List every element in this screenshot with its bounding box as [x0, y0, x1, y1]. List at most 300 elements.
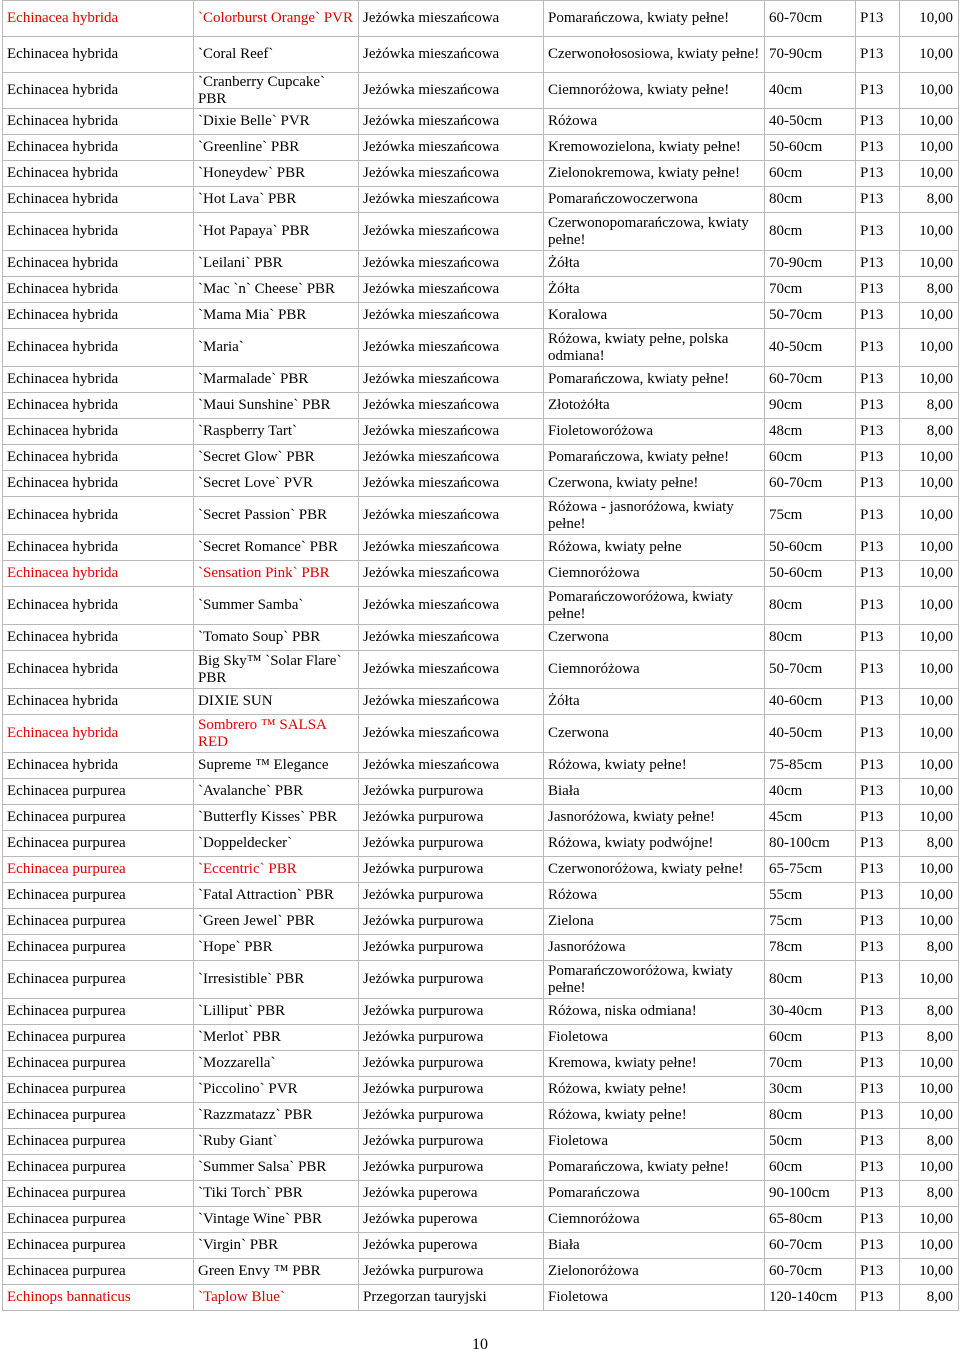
cultivar-cell: `Mac `n` Cheese` PBR	[194, 277, 359, 303]
price-cell: 8,00	[900, 187, 959, 213]
latin-name-cell: Echinacea purpurea	[3, 1259, 194, 1285]
description-cell: Kremowozielona, kwiaty pełne!	[544, 135, 765, 161]
cultivar-cell: DIXIE SUN	[194, 689, 359, 715]
price-cell: 10,00	[900, 329, 959, 367]
table-row	[3, 1025, 959, 1051]
polish-name-cell: Jeżówka purpurowa	[359, 831, 544, 857]
latin-name-cell: Echinacea hybrida	[3, 471, 194, 497]
table-row	[3, 109, 959, 135]
polish-name-cell: Jeżówka puperowa	[359, 1207, 544, 1233]
price-cell: 8,00	[900, 935, 959, 961]
height-cell: 70cm	[765, 1051, 856, 1077]
price-cell: 10,00	[900, 805, 959, 831]
price-cell: 10,00	[900, 471, 959, 497]
price-cell: 10,00	[900, 1155, 959, 1181]
polish-name-cell: Jeżówka puperowa	[359, 1181, 544, 1207]
pot-size-cell: P13	[856, 999, 900, 1025]
cultivar-cell: `Lilliput` PBR	[194, 999, 359, 1025]
height-cell: 80cm	[765, 625, 856, 651]
description-cell: Zielona	[544, 909, 765, 935]
polish-name-cell: Jeżówka mieszańcowa	[359, 651, 544, 689]
pot-size-cell: P13	[856, 1285, 900, 1311]
polish-name-cell: Jeżówka mieszańcowa	[359, 135, 544, 161]
cultivar-cell: `Cranberry Cupcake` PBR	[194, 73, 359, 109]
description-cell: Pomarańczoworóżowa, kwiaty pełne!	[544, 587, 765, 625]
latin-name-cell: Echinacea purpurea	[3, 857, 194, 883]
height-cell: 75cm	[765, 909, 856, 935]
latin-name-cell: Echinops bannaticus	[3, 1285, 194, 1311]
cultivar-cell: `Merlot` PBR	[194, 1025, 359, 1051]
pot-size-cell: P13	[856, 1103, 900, 1129]
description-cell: Pomarańczowa, kwiaty pełne!	[544, 1, 765, 37]
height-cell: 45cm	[765, 805, 856, 831]
cultivar-cell: `Fatal Attraction` PBR	[194, 883, 359, 909]
latin-name-cell: Echinacea purpurea	[3, 883, 194, 909]
latin-name-cell: Echinacea hybrida	[3, 73, 194, 109]
description-cell: Pomarańczoworóżowa, kwiaty pełne!	[544, 961, 765, 999]
pot-size-cell: P13	[856, 935, 900, 961]
pot-size-cell: P13	[856, 715, 900, 753]
polish-name-cell: Jeżówka purpurowa	[359, 1077, 544, 1103]
latin-name-cell: Echinacea hybrida	[3, 625, 194, 651]
table-row	[3, 779, 959, 805]
description-cell: Pomarańczowa, kwiaty pełne!	[544, 367, 765, 393]
pot-size-cell: P13	[856, 1025, 900, 1051]
price-cell: 8,00	[900, 1129, 959, 1155]
latin-name-cell: Echinacea hybrida	[3, 497, 194, 535]
description-cell: Różowa, kwiaty pełne!	[544, 1077, 765, 1103]
table-row	[3, 445, 959, 471]
height-cell: 60-70cm	[765, 1259, 856, 1285]
description-cell: Zielonokremowa, kwiaty pełne!	[544, 161, 765, 187]
latin-name-cell: Echinacea purpurea	[3, 1129, 194, 1155]
cultivar-cell: `Taplow Blue`	[194, 1285, 359, 1311]
height-cell: 60-70cm	[765, 471, 856, 497]
description-cell: Ciemnoróżowa, kwiaty pełne!	[544, 73, 765, 109]
price-cell: 10,00	[900, 535, 959, 561]
description-cell: Ciemnoróżowa	[544, 651, 765, 689]
pot-size-cell: P13	[856, 187, 900, 213]
latin-name-cell: Echinacea hybrida	[3, 251, 194, 277]
pot-size-cell: P13	[856, 497, 900, 535]
description-cell: Różowa	[544, 109, 765, 135]
table-row	[3, 329, 959, 367]
pot-size-cell: P13	[856, 689, 900, 715]
description-cell: Czerwona, kwiaty pełne!	[544, 471, 765, 497]
description-cell: Ciemnoróżowa	[544, 561, 765, 587]
latin-name-cell: Echinacea hybrida	[3, 715, 194, 753]
height-cell: 60-70cm	[765, 1, 856, 37]
description-cell: Pomarańczowoczerwona	[544, 187, 765, 213]
pot-size-cell: P13	[856, 367, 900, 393]
polish-name-cell: Jeżówka mieszańcowa	[359, 251, 544, 277]
latin-name-cell: Echinacea purpurea	[3, 999, 194, 1025]
height-cell: 30-40cm	[765, 999, 856, 1025]
cultivar-cell: `Tiki Torch` PBR	[194, 1181, 359, 1207]
polish-name-cell: Jeżówka purpurowa	[359, 883, 544, 909]
polish-name-cell: Jeżówka purpurowa	[359, 1051, 544, 1077]
price-cell: 10,00	[900, 251, 959, 277]
cultivar-cell: `Mama Mia` PBR	[194, 303, 359, 329]
description-cell: Jasnoróżowa	[544, 935, 765, 961]
price-cell: 10,00	[900, 651, 959, 689]
table-row	[3, 1233, 959, 1259]
height-cell: 40-50cm	[765, 715, 856, 753]
polish-name-cell: Jeżówka mieszańcowa	[359, 753, 544, 779]
latin-name-cell: Echinacea hybrida	[3, 753, 194, 779]
table-row	[3, 37, 959, 73]
latin-name-cell: Echinacea purpurea	[3, 831, 194, 857]
price-cell: 8,00	[900, 1285, 959, 1311]
cultivar-cell: `Maria`	[194, 329, 359, 367]
height-cell: 70-90cm	[765, 251, 856, 277]
table-row	[3, 73, 959, 109]
height-cell: 40-50cm	[765, 329, 856, 367]
pot-size-cell: P13	[856, 909, 900, 935]
description-cell: Różowa, kwiaty pełne!	[544, 1103, 765, 1129]
latin-name-cell: Echinacea hybrida	[3, 535, 194, 561]
description-cell: Pomarańczowa, kwiaty pełne!	[544, 445, 765, 471]
polish-name-cell: Jeżówka purpurowa	[359, 857, 544, 883]
polish-name-cell: Jeżówka mieszańcowa	[359, 535, 544, 561]
cultivar-cell: `Summer Salsa` PBR	[194, 1155, 359, 1181]
height-cell: 78cm	[765, 935, 856, 961]
table-row	[3, 1285, 959, 1311]
latin-name-cell: Echinacea purpurea	[3, 1025, 194, 1051]
cultivar-cell: `Secret Glow` PBR	[194, 445, 359, 471]
polish-name-cell: Jeżówka mieszańcowa	[359, 73, 544, 109]
cultivar-cell: Green Envy ™ PBR	[194, 1259, 359, 1285]
pot-size-cell: P13	[856, 651, 900, 689]
polish-name-cell: Jeżówka mieszańcowa	[359, 329, 544, 367]
cultivar-cell: `Hope` PBR	[194, 935, 359, 961]
table-row	[3, 625, 959, 651]
cultivar-cell: `Colorburst Orange` PVR	[194, 1, 359, 37]
table-row	[3, 999, 959, 1025]
polish-name-cell: Jeżówka mieszańcowa	[359, 161, 544, 187]
latin-name-cell: Echinacea hybrida	[3, 135, 194, 161]
latin-name-cell: Echinacea hybrida	[3, 187, 194, 213]
latin-name-cell: Echinacea hybrida	[3, 213, 194, 251]
cultivar-cell: `Razzmatazz` PBR	[194, 1103, 359, 1129]
pot-size-cell: P13	[856, 1077, 900, 1103]
table-row	[3, 753, 959, 779]
table-row	[3, 1129, 959, 1155]
latin-name-cell: Echinacea hybrida	[3, 393, 194, 419]
latin-name-cell: Echinacea purpurea	[3, 1155, 194, 1181]
latin-name-cell: Echinacea purpurea	[3, 779, 194, 805]
cultivar-cell: `Ruby Giant`	[194, 1129, 359, 1155]
table-row	[3, 689, 959, 715]
latin-name-cell: Echinacea purpurea	[3, 961, 194, 999]
latin-name-cell: Echinacea hybrida	[3, 37, 194, 73]
table-row	[3, 471, 959, 497]
description-cell: Pomarańczowa, kwiaty pełne!	[544, 1155, 765, 1181]
height-cell: 80cm	[765, 961, 856, 999]
pot-size-cell: P13	[856, 561, 900, 587]
height-cell: 50-60cm	[765, 561, 856, 587]
polish-name-cell: Jeżówka mieszańcowa	[359, 277, 544, 303]
description-cell: Różowa - jasnoróżowa, kwiaty pełne!	[544, 497, 765, 535]
description-cell: Fioletowa	[544, 1129, 765, 1155]
price-cell: 8,00	[900, 831, 959, 857]
price-cell: 8,00	[900, 999, 959, 1025]
polish-name-cell: Jeżówka mieszańcowa	[359, 393, 544, 419]
cultivar-cell: `Sensation Pink` PBR	[194, 561, 359, 587]
table-row	[3, 419, 959, 445]
price-cell: 10,00	[900, 1207, 959, 1233]
height-cell: 120-140cm	[765, 1285, 856, 1311]
height-cell: 40-50cm	[765, 109, 856, 135]
cultivar-cell: `Coral Reef`	[194, 37, 359, 73]
height-cell: 30cm	[765, 1077, 856, 1103]
price-cell: 10,00	[900, 715, 959, 753]
polish-name-cell: Jeżówka purpurowa	[359, 1025, 544, 1051]
latin-name-cell: Echinacea hybrida	[3, 689, 194, 715]
height-cell: 75cm	[765, 497, 856, 535]
table-row	[3, 251, 959, 277]
description-cell: Czerwonopomarańczowa, kwiaty pełne!	[544, 213, 765, 251]
latin-name-cell: Echinacea hybrida	[3, 303, 194, 329]
pot-size-cell: P13	[856, 625, 900, 651]
price-cell: 10,00	[900, 1077, 959, 1103]
cultivar-cell: `Secret Love` PVR	[194, 471, 359, 497]
polish-name-cell: Jeżówka mieszańcowa	[359, 109, 544, 135]
price-cell: 10,00	[900, 689, 959, 715]
height-cell: 50-60cm	[765, 535, 856, 561]
description-cell: Czerwonoróżowa, kwiaty pełne!	[544, 857, 765, 883]
pot-size-cell: P13	[856, 1155, 900, 1181]
price-cell: 10,00	[900, 109, 959, 135]
polish-name-cell: Jeżówka mieszańcowa	[359, 587, 544, 625]
pot-size-cell: P13	[856, 779, 900, 805]
description-cell: Różowa, niska odmiana!	[544, 999, 765, 1025]
table-row	[3, 277, 959, 303]
height-cell: 75-85cm	[765, 753, 856, 779]
height-cell: 50-60cm	[765, 135, 856, 161]
height-cell: 60-70cm	[765, 367, 856, 393]
cultivar-cell: `Doppeldecker`	[194, 831, 359, 857]
description-cell: Ciemnoróżowa	[544, 1207, 765, 1233]
height-cell: 65-75cm	[765, 857, 856, 883]
description-cell: Różowa, kwiaty podwójne!	[544, 831, 765, 857]
description-cell: Różowa	[544, 883, 765, 909]
latin-name-cell: Echinacea purpurea	[3, 909, 194, 935]
height-cell: 90cm	[765, 393, 856, 419]
description-cell: Biała	[544, 779, 765, 805]
latin-name-cell: Echinacea hybrida	[3, 109, 194, 135]
polish-name-cell: Jeżówka purpurowa	[359, 805, 544, 831]
table-row	[3, 161, 959, 187]
pot-size-cell: P13	[856, 37, 900, 73]
cultivar-cell: `Butterfly Kisses` PBR	[194, 805, 359, 831]
pot-size-cell: P13	[856, 251, 900, 277]
cultivar-cell: `Piccolino` PVR	[194, 1077, 359, 1103]
table-row	[3, 1051, 959, 1077]
height-cell: 80cm	[765, 187, 856, 213]
pot-size-cell: P13	[856, 419, 900, 445]
description-cell: Jasnoróżowa, kwiaty pełne!	[544, 805, 765, 831]
pot-size-cell: P13	[856, 883, 900, 909]
polish-name-cell: Jeżówka purpurowa	[359, 935, 544, 961]
table-row	[3, 135, 959, 161]
price-cell: 10,00	[900, 1233, 959, 1259]
price-cell: 10,00	[900, 213, 959, 251]
price-cell: 10,00	[900, 779, 959, 805]
polish-name-cell: Jeżówka mieszańcowa	[359, 1, 544, 37]
cultivar-cell: Supreme ™ Elegance	[194, 753, 359, 779]
cultivar-cell: `Hot Lava` PBR	[194, 187, 359, 213]
polish-name-cell: Jeżówka mieszańcowa	[359, 625, 544, 651]
height-cell: 80cm	[765, 1103, 856, 1129]
cultivar-cell: `Vintage Wine` PBR	[194, 1207, 359, 1233]
description-cell: Kremowa, kwiaty pełne!	[544, 1051, 765, 1077]
price-cell: 10,00	[900, 37, 959, 73]
height-cell: 80cm	[765, 213, 856, 251]
cultivar-cell: `Mozzarella`	[194, 1051, 359, 1077]
height-cell: 48cm	[765, 419, 856, 445]
table-row	[3, 883, 959, 909]
price-cell: 10,00	[900, 1, 959, 37]
cultivar-cell: `Secret Romance` PBR	[194, 535, 359, 561]
polish-name-cell: Jeżówka purpurowa	[359, 999, 544, 1025]
description-cell: Różowa, kwiaty pełne, polska odmiana!	[544, 329, 765, 367]
height-cell: 70cm	[765, 277, 856, 303]
price-cell: 10,00	[900, 561, 959, 587]
pot-size-cell: P13	[856, 161, 900, 187]
cultivar-cell: `Hot Papaya` PBR	[194, 213, 359, 251]
price-cell: 10,00	[900, 135, 959, 161]
polish-name-cell: Jeżówka mieszańcowa	[359, 561, 544, 587]
height-cell: 90-100cm	[765, 1181, 856, 1207]
description-cell: Czerwona	[544, 715, 765, 753]
price-cell: 10,00	[900, 303, 959, 329]
height-cell: 55cm	[765, 883, 856, 909]
height-cell: 40cm	[765, 779, 856, 805]
price-cell: 8,00	[900, 1025, 959, 1051]
price-cell: 10,00	[900, 753, 959, 779]
cultivar-cell: `Summer Samba`	[194, 587, 359, 625]
table-row	[3, 1103, 959, 1129]
cultivar-cell: `Avalanche` PBR	[194, 779, 359, 805]
cultivar-cell: `Greenline` PBR	[194, 135, 359, 161]
page-number: 10	[472, 1336, 488, 1353]
description-cell: Żółta	[544, 689, 765, 715]
table-row	[3, 497, 959, 535]
cultivar-cell: `Honeydew` PBR	[194, 161, 359, 187]
pot-size-cell: P13	[856, 587, 900, 625]
table-row	[3, 805, 959, 831]
polish-name-cell: Jeżówka mieszańcowa	[359, 187, 544, 213]
cultivar-cell: `Maui Sunshine` PBR	[194, 393, 359, 419]
height-cell: 60cm	[765, 1155, 856, 1181]
pot-size-cell: P13	[856, 303, 900, 329]
price-cell: 10,00	[900, 883, 959, 909]
pot-size-cell: P13	[856, 135, 900, 161]
description-cell: Żółta	[544, 251, 765, 277]
pot-size-cell: P13	[856, 1259, 900, 1285]
polish-name-cell: Jeżówka purpurowa	[359, 1129, 544, 1155]
table-row	[3, 831, 959, 857]
price-cell: 8,00	[900, 419, 959, 445]
description-cell: Biała	[544, 1233, 765, 1259]
latin-name-cell: Echinacea purpurea	[3, 1103, 194, 1129]
height-cell: 60cm	[765, 445, 856, 471]
pot-size-cell: P13	[856, 535, 900, 561]
pot-size-cell: P13	[856, 805, 900, 831]
price-cell: 10,00	[900, 857, 959, 883]
polish-name-cell: Jeżówka purpurowa	[359, 961, 544, 999]
cultivar-cell: `Tomato Soup` PBR	[194, 625, 359, 651]
table-row	[3, 535, 959, 561]
polish-name-cell: Jeżówka mieszańcowa	[359, 445, 544, 471]
pot-size-cell: P13	[856, 753, 900, 779]
latin-name-cell: Echinacea purpurea	[3, 935, 194, 961]
pot-size-cell: P13	[856, 445, 900, 471]
height-cell: 50cm	[765, 1129, 856, 1155]
height-cell: 80cm	[765, 587, 856, 625]
description-cell: Koralowa	[544, 303, 765, 329]
cultivar-cell: Sombrero ™ SALSA RED	[194, 715, 359, 753]
height-cell: 60cm	[765, 1025, 856, 1051]
description-cell: Różowa, kwiaty pełne	[544, 535, 765, 561]
table-row	[3, 651, 959, 689]
latin-name-cell: Echinacea hybrida	[3, 277, 194, 303]
pot-size-cell: P13	[856, 393, 900, 419]
table-row	[3, 1077, 959, 1103]
cultivar-cell: `Virgin` PBR	[194, 1233, 359, 1259]
price-cell: 10,00	[900, 909, 959, 935]
pot-size-cell: P13	[856, 1, 900, 37]
price-cell: 10,00	[900, 161, 959, 187]
price-cell: 10,00	[900, 1103, 959, 1129]
price-cell: 10,00	[900, 73, 959, 109]
polish-name-cell: Jeżówka mieszańcowa	[359, 471, 544, 497]
latin-name-cell: Echinacea hybrida	[3, 587, 194, 625]
latin-name-cell: Echinacea hybrida	[3, 367, 194, 393]
height-cell: 50-70cm	[765, 303, 856, 329]
table-row	[3, 857, 959, 883]
table-row	[3, 587, 959, 625]
table-row	[3, 561, 959, 587]
price-cell: 8,00	[900, 1181, 959, 1207]
table-row	[3, 1207, 959, 1233]
latin-name-cell: Echinacea hybrida	[3, 1, 194, 37]
pot-size-cell: P13	[856, 73, 900, 109]
latin-name-cell: Echinacea purpurea	[3, 1181, 194, 1207]
pot-size-cell: P13	[856, 1207, 900, 1233]
pot-size-cell: P13	[856, 1051, 900, 1077]
price-cell: 10,00	[900, 445, 959, 471]
latin-name-cell: Echinacea purpurea	[3, 1207, 194, 1233]
cultivar-cell: `Raspberry Tart`	[194, 419, 359, 445]
table-row	[3, 909, 959, 935]
cultivar-cell: `Secret Passion` PBR	[194, 497, 359, 535]
polish-name-cell: Jeżówka mieszańcowa	[359, 367, 544, 393]
height-cell: 40cm	[765, 73, 856, 109]
price-cell: 8,00	[900, 277, 959, 303]
table-row	[3, 715, 959, 753]
polish-name-cell: Jeżówka mieszańcowa	[359, 689, 544, 715]
pot-size-cell: P13	[856, 961, 900, 999]
price-cell: 10,00	[900, 1259, 959, 1285]
pot-size-cell: P13	[856, 213, 900, 251]
pot-size-cell: P13	[856, 329, 900, 367]
polish-name-cell: Jeżówka mieszańcowa	[359, 419, 544, 445]
pot-size-cell: P13	[856, 857, 900, 883]
latin-name-cell: Echinacea purpurea	[3, 1233, 194, 1259]
description-cell: Fioletowa	[544, 1285, 765, 1311]
